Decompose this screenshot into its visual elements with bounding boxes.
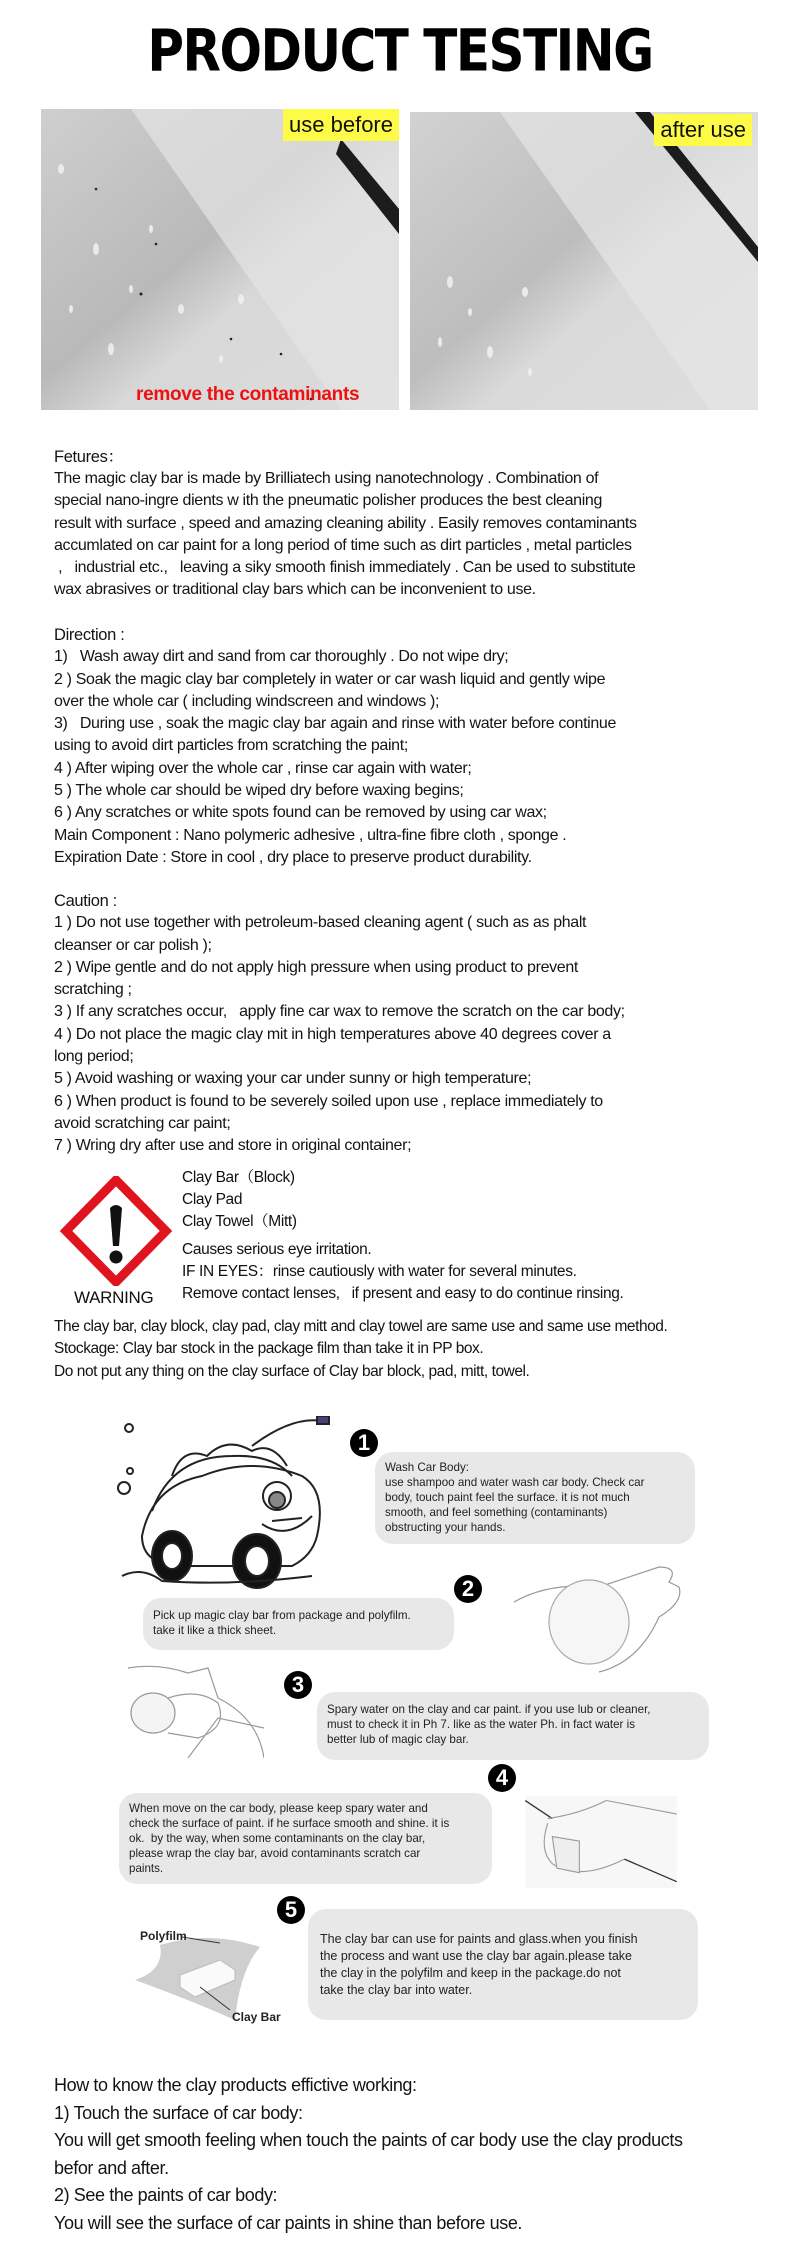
direction-item: 4 ) After wiping over the whole car , rinse car again with water; [54,759,472,777]
after-photo [410,112,758,410]
caution-item: 1 ) Do not use together with petroleum-based cleaning agent ( such as as phalt cleanser or car polish ); [54,914,587,954]
expiration-date: Expiration Date : Store in cool , dry place to preserve product durability. [54,848,532,866]
features-text: The magic clay bar is made by Brilliatech using nanotechnology . Combination of special nano-ingre dients w ith the pneumatic polisher produces the best cleaning result with surface , speed and amazing cleaning ability . Easily removes contaminants accumlated on car paint for a long period of time such as dirt particles , metal particles , industrial etc., leaving a siky smooth finish immediately . Can be used to substitute wax abrasives or traditional clay bars which can be inconvenient to use. [54,470,637,599]
caution-item: 5 ) Avoid washing or waxing your car under sunny or high temperature; [54,1070,532,1088]
hand-holding-clay-illustration [509,1562,685,1674]
step-5-bubble: The clay bar can use for paints and glass.when you finish the process and want use the clay bar again.please take the clay in the polyfilm and keep in the package.do not take the clay bar into water. [308,1909,698,2020]
caution-item: 7 ) Wring dry after use and store in original container; [54,1137,412,1155]
exclamation-warning-icon [60,1176,172,1286]
wiping-car-illustration [517,1796,685,1888]
warning-label: WARNING [74,1288,154,1307]
step-3-badge: 3 [284,1671,312,1699]
polyfilm-label: Polyfilm [140,1929,187,1943]
note: The clay bar, clay block, clay pad, clay mitt and clay towel are same use and same use method. [54,1318,668,1335]
product-name: Clay Bar（Block) [182,1169,295,1186]
step-1-badge: 1 [350,1429,378,1457]
car-paint-before-image [41,109,399,410]
product-name: Clay Towel（Mitt) [182,1213,297,1230]
use-before-label: use before [283,109,399,141]
effectiveness-text: How to know the clay products effictive working: 1) Touch the surface of car body: You will get smooth feeling when touch the paints of car body use the clay products befor and after. 2) See the paints of car body: You will see the surface of car paints in shine than before use. [54,2075,683,2233]
caution-item: 2 ) Wipe gentle and do not apply high pressure when using product to prevent scratching ; [54,958,578,999]
caution-item: 6 ) When product is found to be severely soiled upon use , replace immediately to avoid scratching car paint; [54,1092,603,1132]
step-1-bubble: Wash Car Body: use shampoo and water wash car body. Check car body, touch paint feel the surface. it is not much smooth, and feel something (contaminants) obstructing your hands. [375,1452,695,1544]
product-name: Clay Pad [182,1191,243,1208]
hazard-statement: IF IN EYES：rinse cautiously with water for several minutes. [182,1263,577,1280]
caution-section [54,890,625,1158]
step-4-bubble: When move on the car body, please keep spary water and check the surface of paint. if he surface smooth and shine. it is ok. by the way, when some contaminants on the clay bar, please wrap the clay bar, avoid contaminants scratch car paints. [119,1793,492,1884]
step-5-badge: 5 [277,1896,305,1924]
car-wash-illustration [112,1416,352,1591]
after-use-label: after use [654,114,752,146]
usage-notes [54,1316,667,1383]
warning-products [182,1167,297,1233]
direction-item: 1) Wash away dirt and sand from car thoroughly . Do not wipe dry; [54,648,509,666]
car-paint-after-image [410,112,758,410]
direction-item: 5 ) The whole car should be wiped dry before waxing begins; [54,782,464,800]
note: Stockage: Clay bar stock in the package film than take it in PP box. [54,1340,484,1358]
step-2-badge: 2 [454,1575,482,1603]
clay-bar-label: Clay Bar [232,2010,281,2024]
caution-heading: Caution : [54,892,117,910]
before-photo [41,109,399,410]
caution-item: 4 ) Do not place the magic clay mit in high temperatures above 40 degrees cover a long period; [54,1025,611,1066]
hazard-statement: Causes serious eye irritation. [182,1241,372,1258]
direction-item: 6 ) Any scratches or white spots found can be removed by using car wax; [54,804,547,822]
caution-item: 3 ) If any scratches occur, apply fine car wax to remove the scratch on the car body; [54,1003,625,1021]
direction-section [54,624,616,869]
features-heading: Fetures： [54,448,124,466]
hazard-statement: Remove contact lenses, if present and easy to do continue rinsing. [182,1285,624,1302]
spray-water-illustration [128,1658,264,1762]
direction-heading: Direction : [54,626,125,644]
page-title: PRODUCT TESTING [147,17,653,85]
step-4-badge: 4 [488,1764,516,1792]
direction-item: 3) During use , soak the magic clay bar again and rinse with water before continue using to avoid dirt particles from scratching the paint; [54,715,617,755]
step-3-bubble: Spary water on the clay and car paint. if you use lub or cleaner, must to check it in Ph 7. like as the water Ph. in fact water is better lub of magic clay bar. [317,1692,709,1760]
note: Do not put any thing on the clay surface of Clay bar block, pad, mitt, towel. [54,1362,530,1380]
warning-statements [182,1239,623,1305]
step-2-bubble: Pick up magic clay bar from package and polyfilm. take it like a thick sheet. [143,1598,454,1650]
direction-item: 2 ) Soak the magic clay bar completely in water or car wash liquid and gently wipe over the whole car ( including windscreen and windows ); [54,670,606,710]
main-component: Main Component : Nano polymeric adhesive , ultra-fine fibre cloth , sponge . [54,826,567,844]
remove-contaminants-caption: remove the contaminants [136,384,360,405]
